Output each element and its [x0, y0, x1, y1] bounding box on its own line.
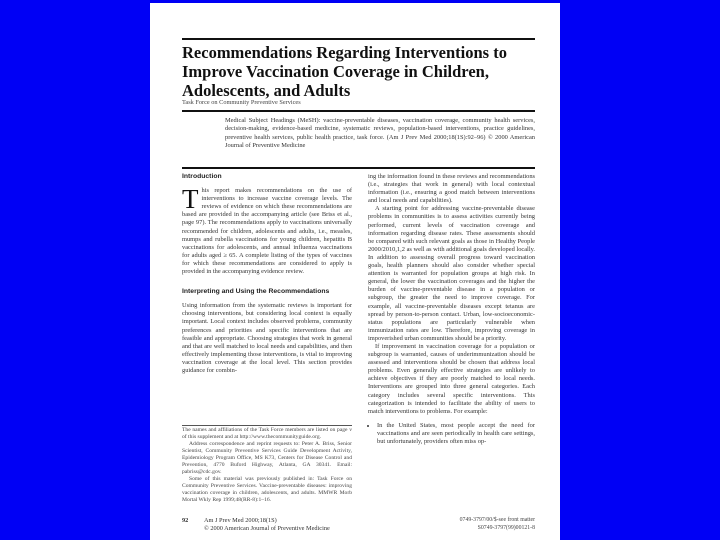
- mesh-keywords: Medical Subject Headings (MeSH): vaccine-preventable diseases, vaccination coverage, community health services, decision-making, evidence-based medicine, systematic reviews, population-based interventions, practice guidelines, preventive health services, public health practice, task force. (Am J Prev Med 2000;18(1S):92–96) © 2000 American Journal of Preventive Medicine: [225, 117, 535, 150]
- issn-block: [440, 517, 535, 532]
- header-rule: [182, 110, 535, 112]
- byline: Task Force on Community Preventive Services: [182, 99, 301, 106]
- page-number: 92: [182, 517, 189, 524]
- drop-cap: T: [182, 184, 199, 215]
- interpreting-heading: Interpreting and Using the Recommendations: [182, 288, 330, 296]
- article-title: Recommendations Regarding Interventions to Improve Vaccination Coverage in Children, Adolescents, and Adults: [182, 43, 507, 100]
- footnote-2: Address correspondence and reprint requests to: Peter A. Briss, Senior Scientist, Community Preventive Services Guide Development Activity, Epidemiology Program Office, MS K73, Centers for Disease Control and Prevention, 4770 Buford Highway, Atlanta, GA 30341. Email: pabriss@cdc.gov.: [182, 441, 352, 475]
- intro-text: his report makes recommendations on the use of interventions to increase vaccine coverage levels. The reviews of evidence on which these recommendations are based are provided in the accompanying article (see Briss et al., page 97). The recommendations apply to vaccinations universally recommended for children, adolescents and adults, i.e., measles, mumps and rubella vaccinations for young children, hepatitis B vaccinations for adolescents, and annual influenza vaccinations for adults aged ≥ 65. A complete listing of the types of vaccines for which these recommendations are considered to apply is provided in the accompanying evidence review.: [182, 187, 352, 276]
- page-footer: [182, 517, 330, 533]
- right-paragraph-1: ing the information found in these reviews and recommendations (i.e., strategies that work in general) with local contextual information (i.e., ensuring a good match between interventions and local needs and capabilities).: [368, 173, 535, 205]
- left-column: [182, 173, 352, 375]
- pii: S0749-3797(99)00121-8: [477, 524, 535, 531]
- intro-heading: Introduction: [182, 173, 222, 180]
- right-paragraph-2: A starting point for addressing vaccine-preventable disease problems in communities is to assess activities currently being performed, current levels of vaccination coverage and information regarding disease rates. These assessments should be compared with such relevant goals as those in Healthy People 2000/2010,1,2 as well as with additional goals developed locally. In addition to assessing overall progress toward vaccination goals, health planners should also consider whether special attention is warranted for population groups at high risk. In general, the lower the vaccination coverages and the higher the burden of vaccine-preventable disease in a population or subgroup, the greater the need to improve coverage. For example, all vaccine-preventable diseases except tetanus are spread by person-to-person contact. Urban, low-socioeconomic-status populations are particularly vulnerable when immunization rates are low. Therefore, improving coverage in impoverished urban communities should be a priority.: [368, 205, 535, 342]
- footnote-rule: [182, 425, 352, 426]
- right-column: [368, 173, 535, 446]
- bullet-item: • In the United States, most people accept the need for vaccinations and are seen periodically in health care settings, but unfortunately, providers often miss op-: [377, 422, 535, 446]
- copyright: © 2000 American Journal of Preventive Medicine: [204, 525, 330, 532]
- abstract-rule: [182, 167, 535, 169]
- top-rule: [182, 38, 535, 40]
- interpreting-paragraph: Using information from the systematic reviews is important for choosing interventions, but considering local context is equally important. Local context includes observed problems, community preferences and priorities and specific interventions that are feasible and appropriate. Choosing strategies that work in general and that are well matched to local needs and capabilities, and then effectively implementing those interventions, is vital to improving vaccination coverage at the local level. This section provides guidance for combin-: [182, 302, 352, 374]
- issn: 0749-3797/00/$-see front matter: [459, 517, 535, 523]
- footnote-1: The names and affiliations of the Task Force members are listed on page v of this supplement and at http://www.thecommunityguide.org.: [182, 427, 352, 440]
- document-page: [150, 3, 560, 540]
- journal-citation: Am J Prev Med 2000;18(1S): [204, 517, 277, 524]
- intro-paragraph: [182, 184, 352, 276]
- footnote-3: Some of this material was previously published in: Task Force on Community Preventive Services. Vaccine-preventable diseases: improving vaccination coverage in children, adolescents, and adults. MMWR Morb Mortal Wkly Rep 1999;48(RR-8):1–16.: [182, 476, 352, 503]
- bullet-list: [368, 422, 535, 446]
- right-paragraph-3: If improvement in vaccination coverage for a population or subgroup is warranted, causes of underimmunization should be assessed and interventions should be chosen that address local problems. Even generally effective strategies are unlikely to achieve objectives if they are poorly matched to local needs. Interventions are grouped into three general categories. Each category includes several specific interventions. This categorization is intended to facilitate the ability of users to match interventions to problems. For example:: [368, 342, 535, 415]
- footnotes: [182, 427, 352, 504]
